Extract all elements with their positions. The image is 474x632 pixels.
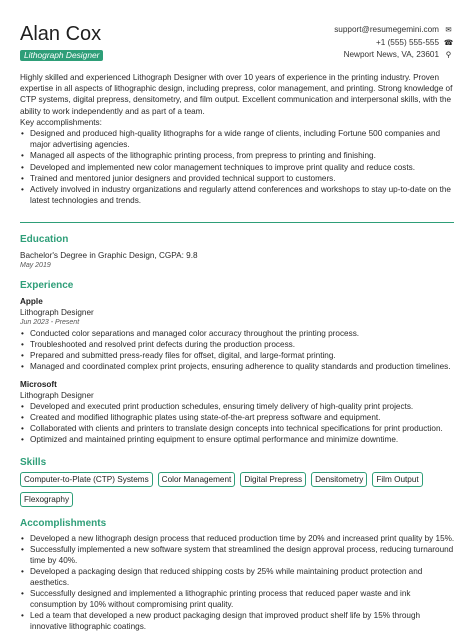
list-item: • Developed and implemented new color management techniques to improve print quality and reduce costs. [30, 162, 456, 173]
list-item: • Prepared and submitted press-ready files for offset, digital, and large-format printing. [30, 350, 456, 361]
key-accomplishments-list [20, 128, 456, 206]
experience-heading: Experience [20, 280, 74, 291]
accomplishments-heading: Accomplishments [20, 518, 107, 529]
location-text: Newport News, VA, 23601 [343, 50, 439, 60]
section-divider [20, 222, 454, 223]
list-item: • Developed a packaging design that reduced shipping costs by 25% while maintaining product protection and aesthetics. [30, 566, 456, 588]
list-item: • Led a team that developed a new product packaging design that improved product shelf life by 15% through innovative lithographic coatings. [30, 610, 456, 632]
accomplishments-section [20, 533, 456, 632]
list-item: • Managed and coordinated complex print projects, ensuring adherence to quality standards and production timelines. [30, 361, 456, 372]
phone-text: +1 (555) 555-555 [375, 37, 439, 47]
list-item: • Managed all aspects of the lithographic printing process, from prepress to printing and finishing. [30, 150, 456, 161]
list-item: • Developed and executed print production schedules, ensuring timely delivery of high-quality print projects. [30, 401, 456, 412]
skill-chip: Densitometry [311, 472, 367, 487]
skill-chip: Film Output [372, 472, 422, 487]
job-date: Jun 2023 - Present [20, 319, 80, 326]
contact-phone [254, 37, 454, 50]
list-item: • Conducted color separations and managed color accuracy throughout the printing process. [30, 328, 456, 339]
phone-icon: ☎ [443, 37, 454, 47]
summary-text: Highly skilled and experienced Lithograph Designer with over 10 years of experience in the printing industry. Proven expertise in all aspects of lithographic design, including prepress, color management, and printing. Strong knowledge of CTP systems, digital prepress, densitometry, and film output. Excellent communication and interpersonal skills, with the ability to work independently and as part of a team. [20, 73, 453, 116]
list-item: • Optimized and maintained printing equipment to ensure optimal performance and minimize downtime. [30, 434, 456, 445]
email-link[interactable]: support@resumegemini.com [334, 25, 439, 34]
list-item: • Successfully implemented a new software system that streamlined the design approval process, reducing turnaround time by 40%. [30, 544, 456, 566]
skill-chip: Digital Prepress [240, 472, 306, 487]
education-entry [20, 250, 456, 271]
list-item: • Developed a new lithograph design process that reduced production time by 20% and increased print quality by 15%. [30, 533, 456, 544]
skills-list [20, 472, 454, 507]
location-pin-icon: ⚲ [445, 50, 452, 60]
list-item: • Actively involved in industry organizations and regularly attend conferences and workshops to stay up-to-date on the latest technologies and trends. [30, 184, 456, 206]
skills-heading: Skills [20, 457, 47, 468]
job-bullets [20, 401, 456, 445]
job-role: Lithograph Designer [20, 308, 94, 317]
job-entry-apple [20, 296, 456, 372]
skill-chip: Computer-to-Plate (CTP) Systems [20, 472, 153, 487]
contact-info [254, 24, 454, 62]
degree-text: Bachelor's Degree in Graphic Design, CGPA: 9.8 [20, 251, 198, 260]
summary-section [20, 72, 456, 206]
list-item: • Successfully designed and implemented a lithographic printing process that reduced paper waste and ink consumption by 10% without compromising print quality. [30, 588, 456, 610]
accomplishments-list [20, 533, 456, 632]
job-entry-microsoft [20, 379, 456, 445]
job-title-badge: Lithograph Designer [20, 50, 103, 61]
job-role: Lithograph Designer [20, 391, 94, 400]
job-bullets [20, 328, 456, 372]
company-name: Microsoft [20, 380, 57, 389]
list-item: • Collaborated with clients and printers to translate design concepts into technical specifications for print production. [30, 423, 456, 434]
education-heading: Education [20, 234, 69, 245]
skill-chip: Color Management [158, 472, 236, 487]
contact-location [254, 49, 454, 62]
skill-chip: Flexography [20, 492, 73, 507]
education-date: May 2019 [20, 262, 51, 269]
list-item: • Created and modified lithographic plates using state-of-the-art prepress software and equipment. [30, 412, 456, 423]
candidate-name: Alan Cox [20, 23, 102, 45]
company-name: Apple [20, 297, 43, 306]
contact-email [254, 24, 454, 37]
list-item: • Designed and produced high-quality lithographs for a wide range of clients, including Fortune 500 companies and major advertising agencies. [30, 128, 456, 150]
envelope-icon: ✉ [445, 25, 452, 34]
resume-header [20, 0, 454, 66]
key-accomplishments-label: Key accomplishments: [20, 117, 102, 127]
list-item: • Troubleshooted and resolved print defects during the production process. [30, 339, 456, 350]
list-item: • Trained and mentored junior designers and provided technical support to customers. [30, 173, 456, 184]
